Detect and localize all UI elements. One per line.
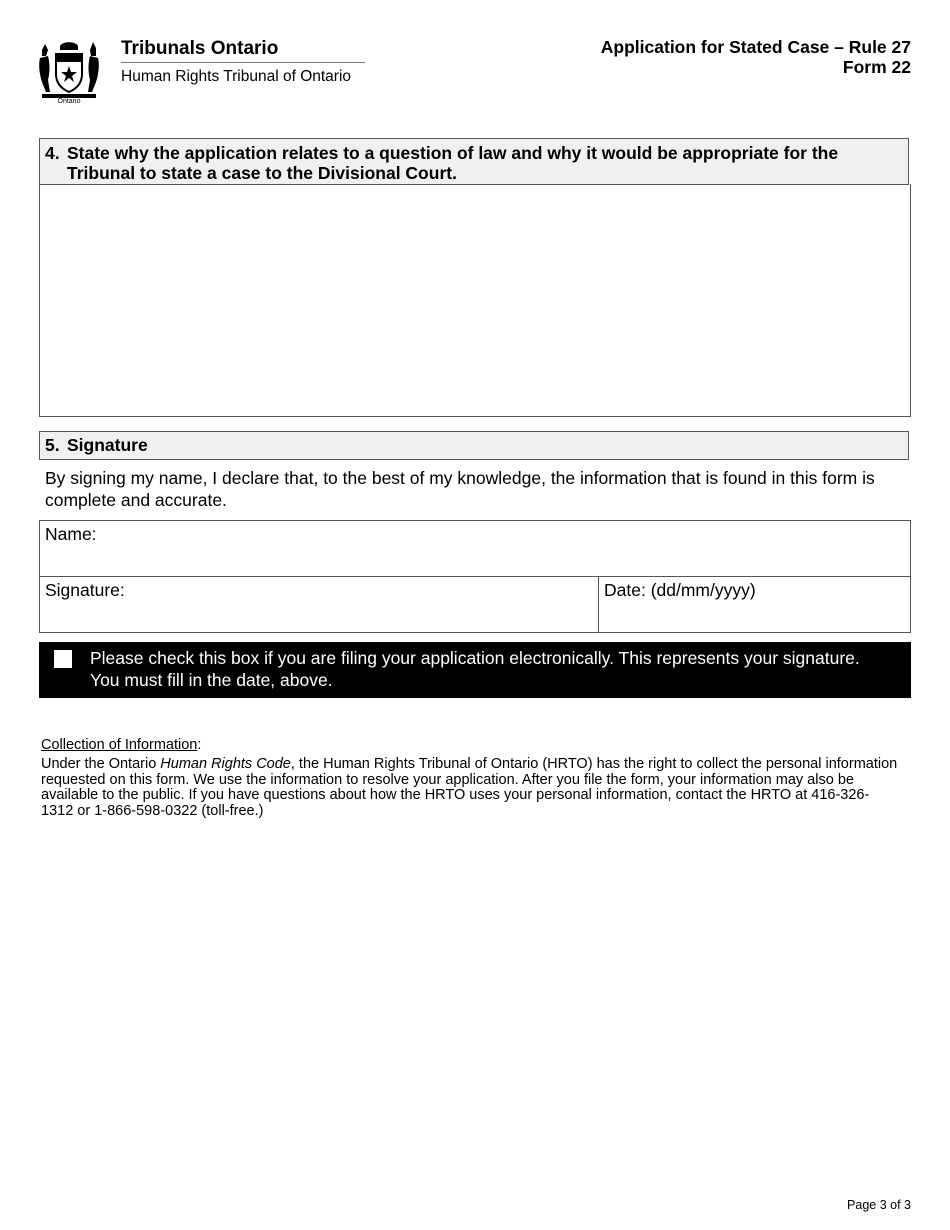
collection-body-pre: Under the Ontario <box>41 756 161 772</box>
section-4-heading: State why the application relates to a question of law and why it would be appropriate for the Tribunal to state a case to the Divisional Court. <box>67 143 839 183</box>
section-5-heading: Signature <box>67 435 148 455</box>
name-label: Name: <box>45 524 97 544</box>
org-title: Tribunals Ontario <box>121 38 279 59</box>
collection-title-text: Collection of Information <box>41 737 198 753</box>
form-number: Form 22 <box>842 57 911 77</box>
ontario-crest-icon <box>36 36 102 104</box>
svg-text:Ontario: Ontario <box>57 98 81 104</box>
date-label: Date: (dd/mm/yyyy) <box>604 580 756 600</box>
section-5-number: 5. <box>45 435 60 455</box>
signature-field[interactable] <box>40 577 598 632</box>
collection-body-code: Human Rights Code <box>160 756 291 772</box>
signature-table <box>39 520 911 633</box>
page-number: Page 3 of 3 <box>847 1198 911 1212</box>
declaration-text: By signing my name, I declare that, to the best of my knowledge, the information that is found in this form is complete and accurate. <box>45 468 875 510</box>
section-4-number: 4. <box>45 143 60 163</box>
section-5-header <box>39 431 909 460</box>
collection-title <box>41 737 201 753</box>
electronic-filing-checkbox[interactable] <box>54 650 72 668</box>
section-4-answer-field[interactable] <box>39 184 911 417</box>
org-subtitle: Human Rights Tribunal of Ontario <box>121 68 352 85</box>
org-title-rule <box>121 62 365 63</box>
name-field[interactable] <box>40 521 910 576</box>
form-title: Application for Stated Case – Rule 27 <box>600 37 911 57</box>
form-title-block <box>601 37 911 77</box>
collection-title-colon: : <box>197 737 202 753</box>
page-header <box>0 0 950 110</box>
electronic-filing-banner <box>39 642 911 698</box>
section-4-header <box>39 138 909 185</box>
collection-body <box>41 757 901 819</box>
electronic-filing-text: Please check this box if you are filing your application electronically. This represents your signature. You must fill in the date, above. <box>90 648 860 690</box>
date-field[interactable] <box>599 577 910 632</box>
signature-label: Signature: <box>45 580 125 600</box>
collection-body-post: , the Human Rights Tribunal of Ontario (HRTO) has the right to collect the personal information requested on this form. We use the information to resolve your application. After you file the form, your information may also be available to the public. If you have questions about how the HRTO uses your personal information, contact the HRTO at 416-326-1312 or 1-866-598-0322 (toll-free.) <box>41 756 898 819</box>
